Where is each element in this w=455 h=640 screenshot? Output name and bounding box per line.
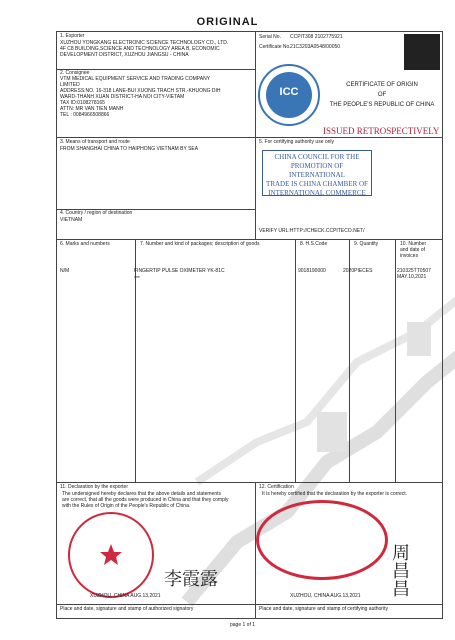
exporter-label: 1. Exporter bbox=[60, 33, 85, 39]
verify-url: VERIFY URL:HTTP://CHECK.CCPITECO.NET/ bbox=[259, 228, 365, 234]
qr-code-icon bbox=[404, 34, 440, 70]
authority-footer: Place and date, signature and stamp of certifying authority bbox=[259, 606, 388, 612]
row-hscode: 9018190000 bbox=[298, 268, 326, 274]
authority-place-date: XUZHOU, CHINA AUG.13,2021 bbox=[290, 593, 361, 599]
destination-text: VIETNAM bbox=[60, 217, 83, 223]
authority-signature: 周昌昌 bbox=[392, 543, 410, 600]
declaration-label: 11. Declaration by the exporter bbox=[60, 484, 129, 490]
title-line-2: OF bbox=[377, 92, 387, 98]
exporter-footer: Place and date, signature and stamp of authorized signatory bbox=[60, 606, 194, 612]
page-number: page 1 of 1 bbox=[230, 622, 256, 628]
transport-label: 3. Means of transport and route bbox=[60, 139, 130, 145]
row-invoice: 210325TT0507 MAY.10,2021 bbox=[397, 268, 431, 280]
ccpit-blue-stamp: CHINA COUNCIL FOR THE PROMOTION OF INTERNATIONAL TRADE IS CHINA CHAMBER OF INTERNATIONAL COMMERCE bbox=[262, 150, 372, 196]
transport-text: FROM SHANGHAI CHINA TO HAIPHONG VIETNAM BY SEA bbox=[60, 146, 199, 152]
col-marks-header: 6. Marks and numbers bbox=[60, 241, 110, 247]
col-quantity-header: 9. Quantity bbox=[354, 241, 379, 247]
destination-label: 4. Country / region of destination bbox=[60, 210, 133, 216]
issued-retrospectively: ISSUED RETROSPECTIVELY bbox=[323, 126, 440, 136]
col-hscode-header: 8. H.S.Code bbox=[300, 241, 328, 247]
title-line-3: THE PEOPLE'S REPUBLIC OF CHINA bbox=[329, 102, 435, 108]
consignee-text: VTM MEDICAL EQUIPMENT SERVICE AND TRADING COMPANY LIMITED ADDRESS:NO. 16-318 LANE-BUI XUONG TRACH STR.-KHUONG DIH WARD-THANH XUAN DISTRICT-HA NOI CITY-VIETAM TAX ID:0108278165 ATTN: MR VAN TIEN MANH TEL : 0084966508866 bbox=[60, 76, 221, 118]
certno-value: 21C3203A0548/00050 bbox=[290, 44, 341, 50]
certno-label: Certificate No. bbox=[259, 44, 291, 50]
row-stars: *** bbox=[134, 276, 140, 282]
col-invoice-header: 10. Number and date of invoices bbox=[400, 241, 427, 259]
serial-label: Serial No. bbox=[259, 34, 281, 40]
consignee-label: 2. Consignee bbox=[60, 70, 90, 76]
certification-label: 12. Certification bbox=[259, 484, 294, 490]
certificate-title bbox=[326, 80, 438, 110]
exporter-red-seal bbox=[68, 512, 154, 598]
exporter-signature: 李霞露 bbox=[164, 569, 218, 590]
authority-label: 5. For certifying authority use only bbox=[259, 139, 335, 145]
ccpit-red-seal bbox=[256, 500, 388, 580]
col-description-header: 7. Number and kind of packages; description of goods bbox=[140, 241, 260, 247]
serial-value: CCPIT308 2102775921 bbox=[290, 34, 343, 40]
row-description: FINGERTIP PULSE OXIMETER YK-81C bbox=[134, 268, 225, 274]
declaration-text: The undersigned hereby declares that the above details and statements are correct, that all the goods were produced in China and that they comply with the Rules of Origin of the People's Republic of China. bbox=[62, 491, 229, 509]
icc-logo: ICC bbox=[258, 64, 320, 126]
seal-star-icon bbox=[70, 514, 152, 596]
document-title: ORIGINAL bbox=[196, 16, 259, 28]
title-line-1: CERTIFICATE OF ORIGIN bbox=[346, 82, 418, 88]
row-marks: N/M bbox=[60, 268, 70, 274]
certification-text: It is hereby certified that the declaration by the exporter is correct. bbox=[262, 491, 408, 497]
exporter-text: XUZHOU YONGKANG ELECTRONIC SCIENCE TECHNOLOGY CO., LTD. 4F C8 BUILDING,SCIENCE AND TECHNOLOGY AREA B, ECONOMIC DEVELOPMENT DISTRICT, XUZHOU JIANGSU - CHINA bbox=[60, 40, 229, 58]
exporter-place-date: XUZHOU, CHINA AUG.13,2021 bbox=[90, 593, 161, 599]
row-quantity: 2020PIECES bbox=[343, 268, 373, 274]
